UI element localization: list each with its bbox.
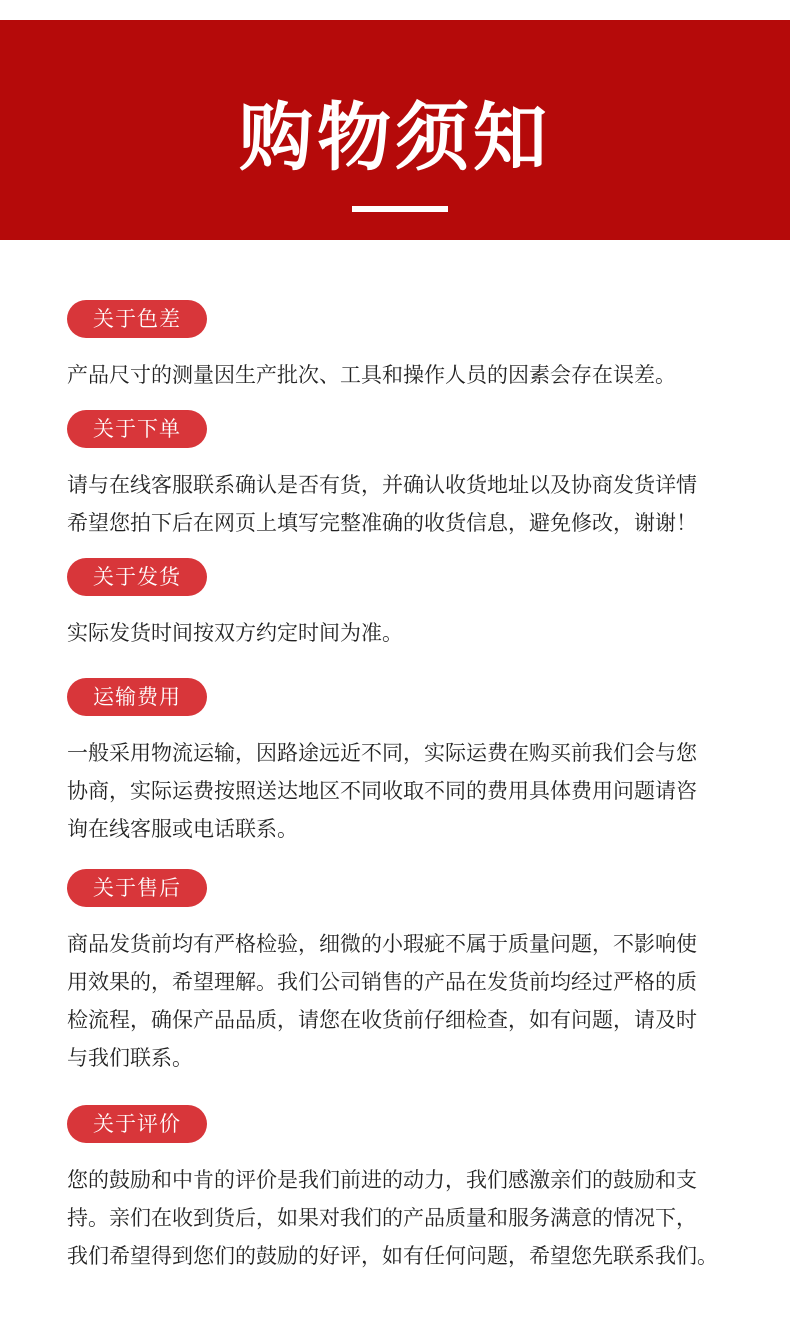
section-text: 商品发货前均有严格检验，细微的小瑕疵不属于质量问题，不影响使 用效果的，希望理解。我们公司销售的产品在发货前均经过严格的质 检流程，确保产品品质，请您在收货前仔细检查，如有问题，请及时 与我们联系。 <box>67 932 697 1070</box>
section-tag: 运输费用 <box>67 678 207 716</box>
title-underline <box>352 206 448 212</box>
section-text: 实际发货时间按双方约定时间为准。 <box>67 621 403 645</box>
page-title: 购物须知 <box>239 95 551 181</box>
section-text: 您的鼓励和中肯的评价是我们前进的动力，我们感激亲们的鼓励和支 持。亲们在收到货后，如果对我们的产品质量和服务满意的情况下， 我们希望得到您们的鼓励的好评，如有任何问题，希望您先联系我们。 <box>67 1168 718 1268</box>
section-tag: 关于色差 <box>67 300 207 338</box>
header-banner <box>0 20 790 240</box>
section-text: 请与在线客服联系确认是否有货，并确认收货地址以及协商发货详情 希望您拍下后在网页上填写完整准确的收货信息，避免修改，谢谢！ <box>67 473 697 535</box>
section-tag: 关于售后 <box>67 869 207 907</box>
section-text: 产品尺寸的测量因生产批次、工具和操作人员的因素会存在误差。 <box>67 363 676 387</box>
section-tag: 关于评价 <box>67 1105 207 1143</box>
section-text: 一般采用物流运输，因路途远近不同，实际运费在购买前我们会与您 协商，实际运费按照送达地区不同收取不同的费用具体费用问题请咨 询在线客服或电话联系。 <box>67 741 697 841</box>
section-tag: 关于下单 <box>67 410 207 448</box>
section-tag: 关于发货 <box>67 558 207 596</box>
